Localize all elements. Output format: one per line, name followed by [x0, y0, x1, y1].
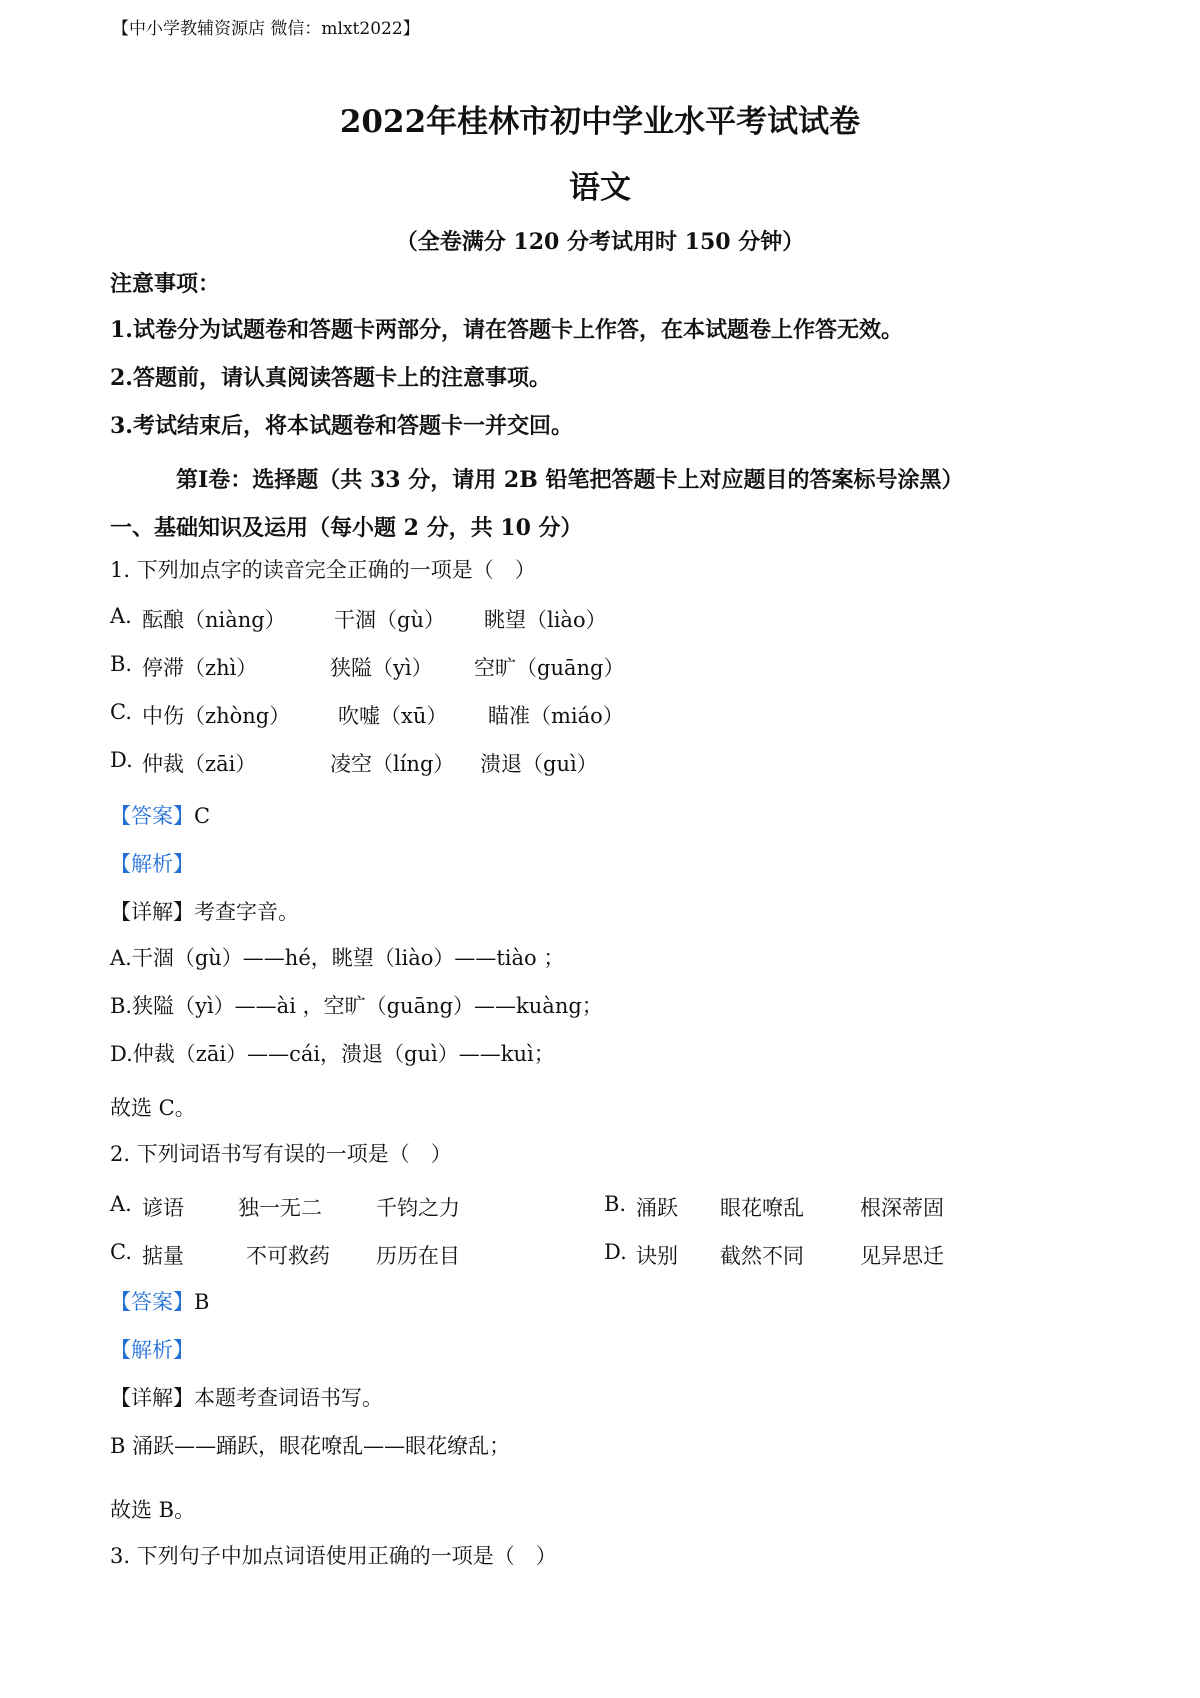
option-item: 不可救药 [246, 1244, 330, 1268]
option-item: 根深蒂固 [860, 1196, 944, 1220]
answer-tag: 【答案】 [110, 1290, 194, 1314]
option-item: 停滞（zhì） [142, 656, 258, 680]
option-label: D. [604, 1240, 627, 1264]
option-label: D. [110, 748, 133, 772]
option-item: 干涸（gù） [334, 608, 445, 632]
option-label: C. [110, 700, 132, 724]
option-item: 见异思迁 [860, 1244, 944, 1268]
exam-title: 2022年桂林市初中学业水平考试试卷 [339, 104, 861, 140]
option-label: B. [110, 652, 133, 676]
option-item: 吹嘘（xū） [338, 704, 448, 728]
q1-explanation-d: D.仲裁（zāi）——cái，溃退（guì）——kuì； [110, 1042, 555, 1066]
q1-analysis-tag: 【解析】 [110, 852, 194, 876]
option-item: 涌跃 [636, 1196, 678, 1220]
option-item: 狭隘（yì） [330, 656, 433, 680]
section-title: 一、基础知识及运用（每小题 2 分，共 10 分） [110, 515, 583, 541]
option-label: C. [110, 1240, 132, 1264]
answer-value: B [194, 1290, 210, 1314]
option-item: 千钧之力 [376, 1196, 460, 1220]
notice-heading: 注意事项： [110, 271, 221, 297]
header-note: 【中小学教辅资源店 微信：mlxt2022】 [112, 19, 420, 39]
option-item: 眺望（liào） [484, 608, 607, 632]
q3-stem: 3. 下列句子中加点词语使用正确的一项是（ ） [110, 1544, 557, 1568]
notice-item-2: 2.答题前，请认真阅读答题卡上的注意事项。 [110, 365, 551, 391]
option-label: A. [110, 604, 132, 628]
option-label: B. [604, 1192, 627, 1216]
option-item: 凌空（líng） [330, 752, 455, 776]
option-item: 谚语 [142, 1196, 184, 1220]
option-item: 中伤（zhòng） [142, 704, 291, 728]
option-item: 历历在目 [376, 1244, 460, 1268]
option-item: 瞄准（miáo） [488, 704, 624, 728]
q2-stem: 2. 下列词语书写有误的一项是（ ） [110, 1142, 452, 1166]
option-item: 独一无二 [238, 1196, 322, 1220]
exam-info: （全卷满分 120 分考试用时 150 分钟） [395, 229, 805, 255]
option-item: 空旷（guāng） [474, 656, 625, 680]
part-title: 第Ⅰ卷：选择题（共 33 分，请用 2B 铅笔把答题卡上对应题目的答案标号涂黑） [176, 467, 964, 493]
option-item: 掂量 [142, 1244, 184, 1268]
q2-answer [110, 1288, 209, 1316]
q1-explanation-b: B.狭隘（yì）——ài ，空旷（guāng）——kuàng； [110, 994, 603, 1018]
q1-conclusion: 故选 C。 [110, 1096, 196, 1120]
option-item: 酝酿（niàng） [142, 608, 286, 632]
q1-stem: 1. 下列加点字的读音完全正确的一项是（ ） [110, 558, 536, 582]
answer-value: C [194, 804, 211, 828]
subject-title: 语文 [569, 170, 631, 206]
q2-conclusion: 故选 B。 [110, 1498, 196, 1522]
q2-detail: 【详解】本题考查词语书写。 [110, 1386, 383, 1410]
q2-explanation: B 涌跃——踊跃，眼花嘹乱——眼花缭乱； [110, 1434, 511, 1458]
q1-answer [110, 802, 210, 830]
q2-analysis-tag: 【解析】 [110, 1338, 194, 1362]
option-item: 截然不同 [720, 1244, 804, 1268]
option-label: A. [110, 1192, 132, 1216]
notice-item-3: 3.考试结束后，将本试题卷和答题卡一并交回。 [110, 413, 573, 439]
q1-detail: 【详解】考查字音。 [110, 900, 299, 924]
option-item: 诀别 [636, 1244, 678, 1268]
option-item: 眼花嘹乱 [720, 1196, 804, 1220]
option-item: 仲裁（zāi） [142, 752, 257, 776]
option-item: 溃退（guì） [480, 752, 598, 776]
answer-tag: 【答案】 [110, 804, 194, 828]
q1-explanation-a: A.干涸（gù）——hé，眺望（liào）——tiào ； [110, 946, 565, 970]
notice-item-1: 1.试卷分为试题卷和答题卡两部分，请在答题卡上作答，在本试题卷上作答无效。 [110, 317, 903, 343]
